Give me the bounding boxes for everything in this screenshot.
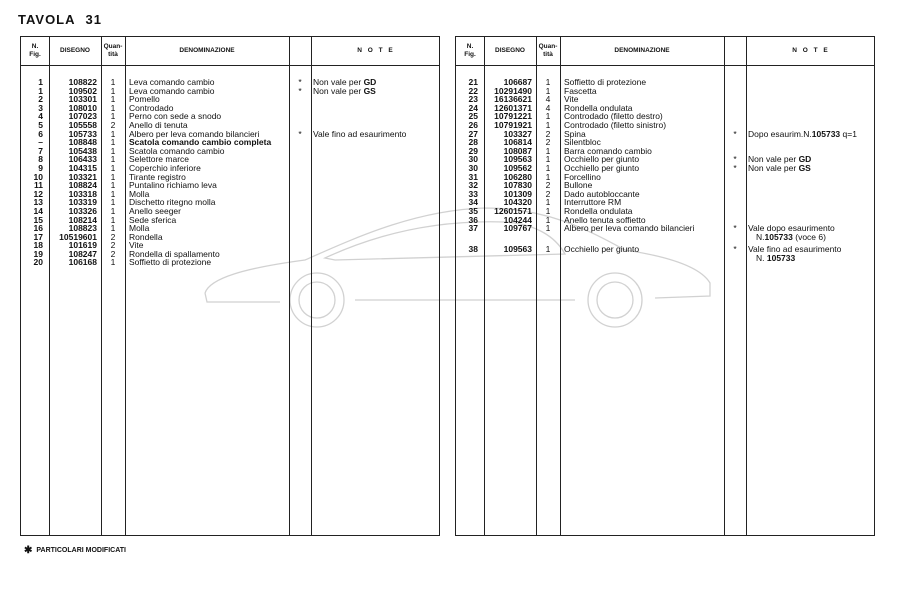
note-text: Non vale per bbox=[313, 85, 364, 96]
note-model: GS bbox=[363, 85, 376, 96]
header-quantita: Quan- tità bbox=[538, 43, 558, 58]
description: Selettore marce bbox=[129, 154, 189, 165]
fig-number: 35 bbox=[468, 205, 478, 216]
description: Anello di tenuta bbox=[129, 119, 188, 130]
fig-number: 15 bbox=[33, 214, 43, 225]
fig-number: 23 bbox=[468, 94, 478, 105]
drawing-number: 10791921 bbox=[494, 119, 532, 130]
rows-right bbox=[456, 78, 874, 262]
description: Leva comando cambio bbox=[129, 85, 215, 96]
quantity: 1 bbox=[545, 154, 551, 165]
table-row bbox=[456, 245, 874, 262]
note bbox=[748, 245, 841, 262]
fig-number: 22 bbox=[468, 85, 478, 96]
drawing-number: 109767 bbox=[503, 223, 532, 234]
note-text: Vale dopo esaurimento bbox=[748, 223, 835, 234]
description: Rondella ondulata bbox=[564, 205, 633, 216]
modified-marker: * bbox=[733, 154, 737, 165]
quantity: 1 bbox=[110, 171, 116, 182]
note-line bbox=[748, 163, 811, 173]
note-text: N. bbox=[756, 231, 765, 242]
footer-legend bbox=[24, 545, 126, 556]
header-denominazione: DENOMINAZIONE bbox=[179, 47, 235, 54]
header-fig: N. Fig. bbox=[29, 43, 41, 58]
title-number: 31 bbox=[85, 12, 102, 27]
fig-number: 33 bbox=[468, 188, 478, 199]
note-model: 105733 bbox=[764, 231, 793, 242]
quantity: 2 bbox=[545, 128, 551, 139]
description: Controdado (filetto sinistro) bbox=[564, 119, 667, 130]
drawing-number: 103318 bbox=[68, 188, 97, 199]
fig-number: 30 bbox=[468, 162, 478, 173]
quantity: 1 bbox=[110, 205, 116, 216]
fig-number: 1 bbox=[38, 85, 43, 96]
fig-number: 28 bbox=[468, 137, 478, 148]
quantity: 1 bbox=[545, 162, 551, 173]
description: Rondella di spallamento bbox=[129, 248, 220, 259]
description: Bullone bbox=[564, 180, 593, 191]
modified-marker: * bbox=[298, 85, 302, 96]
header-quantita: Quan- tità bbox=[103, 43, 123, 58]
left-parts-table bbox=[20, 36, 440, 536]
note-text: Non vale per bbox=[748, 154, 799, 165]
header-note: N O T E bbox=[357, 47, 395, 54]
drawing-number: 103319 bbox=[68, 197, 97, 208]
note-text: Dopo esaurim.N. bbox=[748, 128, 812, 139]
description: Interruttore RM bbox=[564, 197, 622, 208]
fig-number: 38 bbox=[468, 244, 478, 255]
drawing-number: 106814 bbox=[503, 137, 532, 148]
quantity: 1 bbox=[545, 214, 551, 225]
fig-number: 11 bbox=[34, 180, 43, 191]
fig-number: 25 bbox=[468, 111, 478, 122]
drawing-number: 108823 bbox=[68, 223, 97, 234]
modified-marker: * bbox=[733, 244, 737, 255]
fig-number: 19 bbox=[33, 248, 43, 259]
description: Soffietto di protezione bbox=[129, 257, 212, 268]
rows-left bbox=[21, 78, 439, 267]
quantity: 1 bbox=[545, 205, 551, 216]
fig-number: 14 bbox=[33, 205, 43, 216]
fig-number: 4 bbox=[38, 111, 43, 122]
drawing-number: 12601571 bbox=[494, 205, 532, 216]
fig-number: 6 bbox=[38, 128, 43, 139]
fig-number: 18 bbox=[33, 240, 43, 251]
quantity: 1 bbox=[110, 214, 116, 225]
drawing-number: 108214 bbox=[68, 214, 97, 225]
quantity: 1 bbox=[110, 223, 116, 234]
fig-number: 5 bbox=[38, 119, 43, 130]
fig-number: 30 bbox=[468, 154, 478, 165]
quantity: 2 bbox=[110, 231, 116, 242]
drawing-number: 109502 bbox=[68, 85, 97, 96]
note-model: GD bbox=[363, 77, 377, 87]
note-text: q=1 bbox=[840, 128, 857, 139]
note-model: 105733 bbox=[811, 128, 841, 139]
quantity: 1 bbox=[545, 171, 551, 182]
quantity: 1 bbox=[545, 77, 551, 87]
quantity: 1 bbox=[110, 188, 116, 199]
description: Scatola comando cambio completa bbox=[129, 137, 272, 148]
quantity: 1 bbox=[545, 223, 551, 234]
fig-number: 2 bbox=[38, 94, 43, 105]
modified-marker: * bbox=[733, 162, 737, 173]
quantity: 1 bbox=[110, 154, 116, 165]
description: Vite bbox=[129, 240, 144, 251]
fig-number: 21 bbox=[468, 77, 478, 87]
quantity: 1 bbox=[110, 257, 116, 268]
description: Controdado bbox=[129, 102, 174, 113]
description: Fascetta bbox=[564, 85, 597, 96]
fig-number: 13 bbox=[33, 197, 43, 208]
quantity: 4 bbox=[545, 94, 551, 105]
description: Leva comando cambio bbox=[129, 77, 215, 87]
note bbox=[748, 164, 811, 173]
drawing-number: 109562 bbox=[503, 162, 532, 173]
note-model: GS bbox=[798, 162, 811, 173]
note bbox=[313, 130, 406, 139]
drawing-number: 10791221 bbox=[494, 111, 532, 122]
quantity: 2 bbox=[545, 180, 551, 191]
quantity: 1 bbox=[110, 111, 116, 122]
description: Occhiello per giunto bbox=[564, 244, 640, 255]
table-row bbox=[456, 224, 874, 241]
description: Occhiello per giunto bbox=[564, 162, 640, 173]
drawing-number: 107830 bbox=[503, 180, 532, 191]
description: Rondella bbox=[129, 231, 163, 242]
description: Dischetto ritegno molla bbox=[129, 197, 216, 208]
description: Albero per leva comando bilancieri bbox=[564, 223, 695, 234]
modified-marker: * bbox=[298, 128, 302, 139]
note-model: 105733 bbox=[766, 252, 796, 263]
fig-number: 9 bbox=[38, 162, 43, 173]
fig-number: 34 bbox=[468, 197, 478, 208]
quantity: 1 bbox=[545, 111, 551, 122]
quantity: 1 bbox=[110, 94, 116, 105]
drawing-number: 104315 bbox=[68, 162, 97, 173]
fig-number: 24 bbox=[468, 102, 478, 113]
description: Dado autobloccante bbox=[564, 188, 640, 199]
fig-number: 1 bbox=[38, 77, 43, 87]
fig-number: 20 bbox=[33, 257, 43, 268]
fig-number: 16 bbox=[33, 223, 43, 234]
header-fig: N. Fig. bbox=[464, 43, 476, 58]
description: Albero per leva comando bilancieri bbox=[129, 128, 260, 139]
quantity: 1 bbox=[110, 128, 116, 139]
drawing-number: 108822 bbox=[68, 77, 97, 87]
drawing-number: 103301 bbox=[68, 94, 97, 105]
note bbox=[748, 130, 857, 139]
drawing-number: 109563 bbox=[503, 154, 532, 165]
drawing-number: 103321 bbox=[68, 171, 97, 182]
description: Coperchio inferiore bbox=[129, 162, 201, 173]
page-title bbox=[18, 12, 102, 27]
drawing-number: 105558 bbox=[68, 119, 97, 130]
description: Spina bbox=[564, 128, 586, 139]
drawing-number: 106687 bbox=[503, 77, 532, 87]
drawing-number: 105733 bbox=[68, 128, 97, 139]
quantity: 1 bbox=[110, 162, 116, 173]
note-text: Non vale per bbox=[748, 162, 799, 173]
description: Perno con sede a snodo bbox=[129, 111, 222, 122]
modified-marker: * bbox=[733, 223, 737, 234]
drawing-number: 108087 bbox=[503, 145, 532, 156]
drawing-number: 16136621 bbox=[494, 94, 532, 105]
header-denominazione: DENOMINAZIONE bbox=[614, 47, 670, 54]
title-label: TAVOLA bbox=[18, 12, 76, 27]
note bbox=[748, 224, 835, 241]
footer-text: PARTICOLARI MODIFICATI bbox=[36, 547, 126, 554]
quantity: 2 bbox=[545, 137, 551, 148]
description: Controdado (filetto destro) bbox=[564, 111, 663, 122]
drawing-number: 105438 bbox=[68, 145, 97, 156]
description: Silentbloc bbox=[564, 137, 601, 148]
drawing-number: 104244 bbox=[503, 214, 532, 225]
description: Molla bbox=[129, 223, 150, 234]
note-text: N. bbox=[756, 252, 767, 263]
description: Puntalino richiamo leva bbox=[129, 180, 217, 191]
note-text: (voce 6) bbox=[792, 231, 826, 242]
description: Scatola comando cambio bbox=[129, 145, 225, 156]
description: Anello seeger bbox=[129, 205, 181, 216]
description: Sede sferica bbox=[129, 214, 177, 225]
quantity: 2 bbox=[545, 188, 551, 199]
header-note: N O T E bbox=[792, 47, 830, 54]
fig-number: 12 bbox=[33, 188, 43, 199]
quantity: 1 bbox=[545, 244, 551, 255]
description: Anello tenuta soffietto bbox=[564, 214, 646, 225]
quantity: 1 bbox=[545, 145, 551, 156]
drawing-number: 109563 bbox=[503, 244, 532, 255]
quantity: 1 bbox=[110, 137, 116, 148]
quantity: 1 bbox=[110, 77, 116, 87]
description: Tirante registro bbox=[129, 171, 186, 182]
note-text: Vale fino ad esaurimento bbox=[748, 244, 842, 255]
description: Rondella ondulata bbox=[564, 102, 633, 113]
fig-number: 27 bbox=[468, 128, 478, 139]
description: Barra comando cambio bbox=[564, 145, 652, 156]
note-line bbox=[313, 129, 406, 139]
right-parts-table bbox=[455, 36, 875, 536]
note-text: Non vale per bbox=[313, 77, 364, 87]
drawing-number: 108010 bbox=[68, 102, 97, 113]
drawing-number: 108848 bbox=[68, 137, 97, 148]
drawing-number: 10291490 bbox=[494, 85, 532, 96]
quantity: 1 bbox=[110, 85, 116, 96]
fig-number: 10 bbox=[33, 171, 43, 182]
drawing-number: 101309 bbox=[503, 188, 532, 199]
drawing-number: 108247 bbox=[68, 248, 97, 259]
quantity: 1 bbox=[110, 197, 116, 208]
fig-number: 7 bbox=[38, 145, 43, 156]
quantity: 4 bbox=[545, 102, 551, 113]
note-model: GD bbox=[798, 154, 812, 165]
drawing-number: 108824 bbox=[68, 180, 97, 191]
drawing-number: 106433 bbox=[68, 154, 97, 165]
quantity: 1 bbox=[545, 119, 551, 130]
description: Occhiello per giunto bbox=[564, 154, 640, 165]
drawing-number: 103326 bbox=[68, 205, 97, 216]
fig-number: – bbox=[38, 137, 43, 148]
modified-marker: * bbox=[733, 128, 737, 139]
quantity: 1 bbox=[110, 145, 116, 156]
fig-number: 3 bbox=[38, 102, 43, 113]
description: Molla bbox=[129, 188, 150, 199]
header-disegno: DISEGNO bbox=[60, 47, 90, 54]
modified-marker: * bbox=[298, 77, 302, 87]
drawing-number: 103327 bbox=[503, 128, 532, 139]
fig-number: 8 bbox=[38, 154, 43, 165]
quantity: 1 bbox=[110, 102, 116, 113]
drawing-number: 12601371 bbox=[494, 102, 532, 113]
quantity: 1 bbox=[110, 180, 116, 191]
drawing-number: 106168 bbox=[68, 257, 97, 268]
fig-number: 17 bbox=[33, 231, 43, 242]
fig-number: 37 bbox=[468, 223, 478, 234]
note-line bbox=[748, 232, 826, 242]
note-line bbox=[313, 86, 376, 96]
drawing-number: 107023 bbox=[68, 111, 97, 122]
description: Soffietto di protezione bbox=[564, 77, 647, 87]
description: Forcellino bbox=[564, 171, 601, 182]
description: Pomello bbox=[129, 94, 160, 105]
quantity: 2 bbox=[110, 240, 116, 251]
quantity: 1 bbox=[545, 85, 551, 96]
note bbox=[313, 87, 376, 96]
drawing-number: 101619 bbox=[68, 240, 97, 251]
fig-number: 31 bbox=[468, 171, 478, 182]
fig-number: 29 bbox=[468, 145, 478, 156]
drawing-number: 10519601 bbox=[59, 231, 97, 242]
fig-number: 32 bbox=[468, 180, 478, 191]
fig-number: 36 bbox=[468, 214, 478, 225]
quantity: 2 bbox=[110, 248, 116, 259]
note-line bbox=[748, 129, 857, 139]
quantity: 1 bbox=[545, 197, 551, 208]
fig-number: 26 bbox=[468, 119, 478, 130]
note-text: Vale fino ad esaurimento bbox=[313, 128, 407, 139]
description: Vite bbox=[564, 94, 579, 105]
drawing-number: 104320 bbox=[503, 197, 532, 208]
drawing-number: 106280 bbox=[503, 171, 532, 182]
header-disegno: DISEGNO bbox=[495, 47, 525, 54]
quantity: 2 bbox=[110, 119, 116, 130]
note-line bbox=[748, 253, 795, 263]
asterisk-icon: ✱ bbox=[24, 545, 33, 556]
table-row bbox=[21, 258, 439, 267]
